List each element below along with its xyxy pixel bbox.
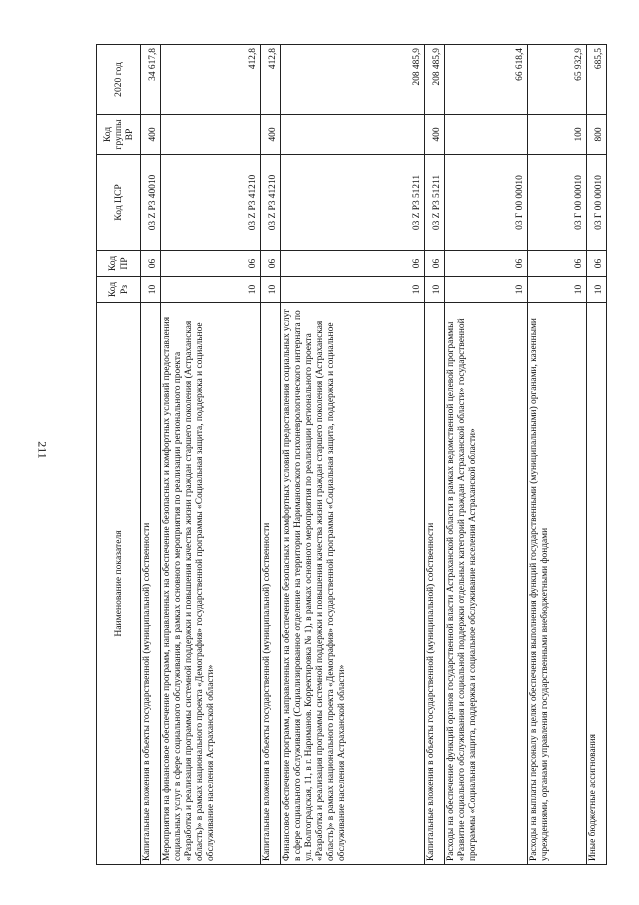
- row-name: Капитальные вложения в объекты государственной (муниципальной) собственности: [425, 303, 445, 865]
- table-row: [141, 45, 161, 865]
- rotated-page-content: [96, 45, 607, 865]
- table-row: [160, 45, 261, 865]
- row-vr: 800: [587, 115, 607, 155]
- header-rz: Код Рз: [97, 277, 141, 303]
- table-row: [281, 45, 425, 865]
- row-vr: [281, 115, 425, 155]
- row-csr: 03 Г 00 00010: [587, 155, 607, 251]
- row-rz: 10: [261, 277, 281, 303]
- row-vr: 400: [141, 115, 161, 155]
- header-name: Наименование показателя: [97, 303, 141, 865]
- row-vr: [445, 115, 528, 155]
- row-csr: 03 Г 00 00010: [445, 155, 528, 251]
- row-pr: 06: [281, 251, 425, 277]
- row-csr: 03 Г 00 00010: [528, 155, 587, 251]
- row-rz: 10: [425, 277, 445, 303]
- row-rz: 10: [160, 277, 261, 303]
- table-row: [528, 45, 587, 865]
- row-amount: 65 932,9: [528, 45, 587, 115]
- row-vr: 400: [425, 115, 445, 155]
- row-amount: 66 618,4: [445, 45, 528, 115]
- header-pr: Код ПР: [97, 251, 141, 277]
- table-row: [587, 45, 607, 865]
- row-amount: 208 485,9: [281, 45, 425, 115]
- row-amount: 34 617,8: [141, 45, 161, 115]
- row-pr: 06: [425, 251, 445, 277]
- row-rz: 10: [141, 277, 161, 303]
- header-csr: Код ЦСР: [97, 155, 141, 251]
- row-pr: 06: [141, 251, 161, 277]
- budget-table: [96, 44, 607, 865]
- page-number: 211: [35, 441, 50, 459]
- row-vr: 100: [528, 115, 587, 155]
- row-name: Финансовое обеспечение программ, направленных на обеспечение безопасных и комфортных условий предоставления социальных услуг в сфере социального обслуживания (Социализированное отделение на территории Наримановского психоневрологического интерната по ул. Волгоградская, 11, в г. Нариманов. Корректировка № 1), в рамках основного мероприятия по реализации регионального проекта «Разработка и реализация программы системной поддержки и повышения качества жизни граждан старшего поколения (Астраханская область)» в рамках национального проекта «Демография» государственной программы «Социальная защита, поддержка и социальное обслуживание населения Астраханской области»: [281, 303, 425, 865]
- row-pr: 06: [445, 251, 528, 277]
- row-csr: 03 Z P3 51211: [425, 155, 445, 251]
- row-name: Иные бюджетные ассигнования: [587, 303, 607, 865]
- table-row: [425, 45, 445, 865]
- row-csr: 03 Z P3 41210: [160, 155, 261, 251]
- row-name: Расходы на выплаты персоналу в целях обеспечения выполнения функций государственными (муниципальными) органами, казенными учреждениями, органами управления государственными внебюджетными фондами: [528, 303, 587, 865]
- row-vr: 400: [261, 115, 281, 155]
- row-name: Капитальные вложения в объекты государственной (муниципальной) собственности: [261, 303, 281, 865]
- row-name: Мероприятия на финансовое обеспечение программ, направленных на обеспечение безопасных и комфортных условий предоставления социальных услуг в сфере социального обслуживания, в рамках основного мероприятия по реализации регионального проекта «Разработка и реализация программы системной поддержки и повышения качества жизни граждан старшего поколения (Астраханская область)» в рамках национального проекта «Демография» государственной программы «Социальная защита, поддержка и социальное обслуживание населения Астраханской области»: [160, 303, 261, 865]
- header-vr: Код группы ВР: [97, 115, 141, 155]
- row-amount: 208 485,9: [425, 45, 445, 115]
- row-pr: 06: [528, 251, 587, 277]
- table-row: [445, 45, 528, 865]
- row-name: Расходы на обеспечение функций органов государственной власти Астраханской области в рамках ведомственной целевой программы «Развитие социального обслуживания и социальной поддержки отдельных категорий граждан Астраханской области» государственной программы «Социальная защита, поддержка и социальное обслуживание населения Астраханской области»: [445, 303, 528, 865]
- row-pr: 06: [587, 251, 607, 277]
- row-amount: 685,5: [587, 45, 607, 115]
- row-rz: 10: [445, 277, 528, 303]
- row-csr: 03 Z P3 51211: [281, 155, 425, 251]
- row-pr: 06: [261, 251, 281, 277]
- row-name: Капитальные вложения в объекты государственной (муниципальной) собственности: [141, 303, 161, 865]
- table-row: [261, 45, 281, 865]
- row-rz: 10: [281, 277, 425, 303]
- row-rz: 10: [528, 277, 587, 303]
- row-pr: 06: [160, 251, 261, 277]
- row-csr: 03 Z P3 40010: [141, 155, 161, 251]
- row-amount: 412,8: [160, 45, 261, 115]
- row-csr: 03 Z P3 41210: [261, 155, 281, 251]
- row-vr: [160, 115, 261, 155]
- row-rz: 10: [587, 277, 607, 303]
- row-amount: 412,8: [261, 45, 281, 115]
- table-header-row: [97, 45, 141, 865]
- header-amount: 2020 год: [97, 45, 141, 115]
